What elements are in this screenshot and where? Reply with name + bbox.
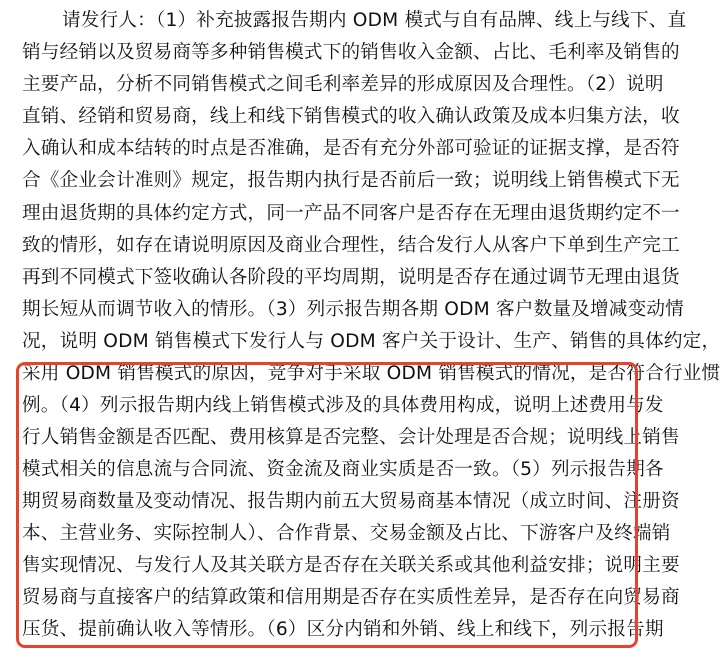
text-line: 理由退货期的具体约定方式，同一产品不同客户是否存在无理由退货期约定不一: [22, 203, 680, 224]
text-line: 合《企业会计准则》规定，报告期内执行是否前后一致；说明线上销售模式下无: [22, 170, 680, 191]
text-line: 请发行人：（1）补充披露报告期内 ODM 模式与自有品牌、线上与线下、直: [62, 10, 687, 31]
text-line: 期长短从而调节收入的情形。（3）列示报告期各期 ODM 客户数量及增减变动情: [22, 299, 684, 320]
text-line: 模式相关的信息流与合同流、资金流及商业实质是否一致。（5）列示报告期各: [22, 459, 664, 480]
text-line: 再到不同模式下签收确认各阶段的平均周期，说明是否存在通过调节无理由退货: [22, 267, 680, 288]
text-line: 本、主营业务、实际控制人）、合作背景、交易金额及占比、下游客户及终端销: [22, 523, 671, 544]
text-line: 采用 ODM 销售模式的原因，竞争对手采取 ODM 销售模式的情况，是否符合行业惯: [22, 363, 720, 384]
text-line: 况，说明 ODM 销售模式下发行人与 ODM 客户关于设计、生产、销售的具体约定，: [22, 331, 720, 352]
text-line: 销与经销以及贸易商等多种销售模式下的销售收入金额、占比、毛利率及销售的: [22, 42, 680, 63]
text-line: 期贸易商数量及变动情况、报告期内前五大贸易商基本情况（成立时间、注册资: [22, 491, 680, 512]
text-line: 主要产品，分析不同销售模式之间毛利率差异的形成原因及合理性。（2）说明: [22, 74, 664, 95]
text-line: 致的情形，如存在请说明原因及商业合理性，结合发行人从客户下单到生产完工: [22, 235, 680, 256]
text-line: 压货、提前确认收入等情形。（6）区分内销和外销、线上和线下，列示报告期: [22, 619, 664, 640]
text-line: 行人销售金额是否匹配、费用核算是否完整、会计处理是否合规；说明线上销售: [22, 427, 680, 448]
text-line: 入确认和成本结转的时点是否准确，是否有充分外部可验证的证据支撑，是否符: [22, 138, 680, 159]
text-line: 例。（4）列示报告期内线上销售模式涉及的具体费用构成，说明上述费用与发: [22, 395, 664, 416]
text-line: 直销、经销和贸易商，线上和线下销售模式的收入确认政策及成本归集方法，收: [22, 106, 680, 127]
text-line: 售实现情况、与发行人及其关联方是否存在关联关系或其他利益安排；说明主要: [22, 555, 680, 576]
text-line: 贸易商与直接客户的结算政策和信用期是否存在实质性差异，是否存在向贸易商: [22, 587, 680, 608]
